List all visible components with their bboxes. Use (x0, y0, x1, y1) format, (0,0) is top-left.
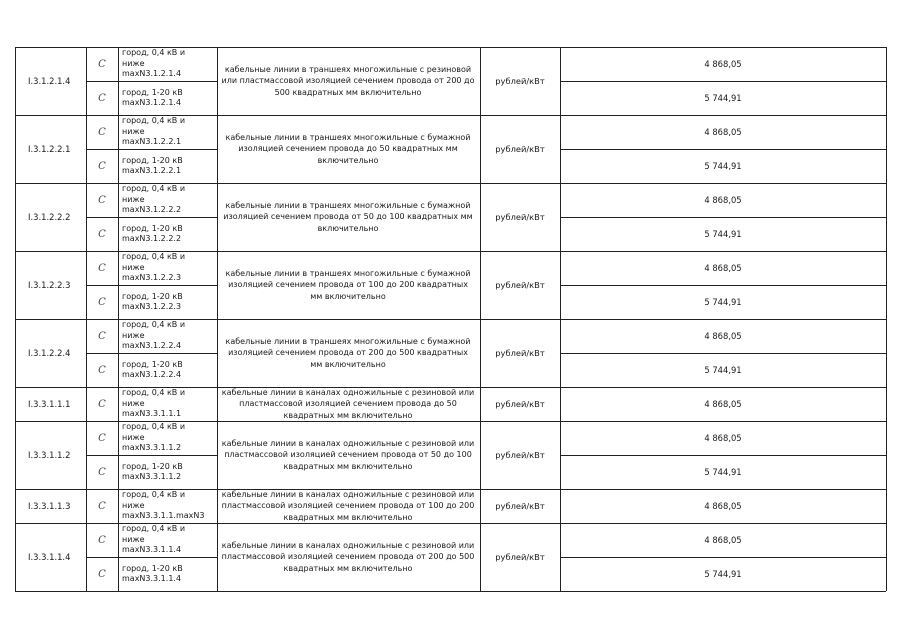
row-unit: рублей/кВт (495, 144, 545, 154)
row-description: кабельные линии в каналах одножильные с резиновой или пластмассовой изоляцией сечением провода до 50 квадратных мм включительно (221, 387, 475, 420)
row-divider (560, 557, 886, 558)
condition-mark: C (98, 262, 106, 274)
condition-mark: C (98, 194, 106, 206)
condition-label: город, 1-20 кВ maxN3.3.1.1.2 (122, 461, 183, 481)
condition-mark: C (98, 466, 106, 478)
tariff-value: 5 744,91 (704, 229, 742, 239)
row-divider (560, 455, 886, 456)
condition-label: город, 0,4 кВ и ниже maxN3.1.2.1.4 (122, 48, 186, 79)
row-code: I.3.1.2.1.4 (28, 76, 71, 86)
tariff-value: 4 868,05 (704, 263, 742, 273)
condition-mark: C (98, 126, 106, 138)
row-divider (86, 217, 217, 218)
condition-label: город, 0,4 кВ и ниже maxN3.3.1.1.2 (122, 422, 186, 453)
condition-mark: C (98, 432, 106, 444)
condition-label: город, 0,4 кВ и ниже maxN3.3.1.1.maxN3 (122, 490, 205, 521)
tariff-value: 5 744,91 (704, 569, 742, 579)
condition-label: город, 0,4 кВ и ниже maxN3.1.2.2.3 (122, 252, 186, 283)
row-unit: рублей/кВт (495, 348, 545, 358)
tariff-value: 4 868,05 (704, 331, 742, 341)
condition-mark: C (98, 500, 106, 512)
row-code: I.3.1.2.2.2 (28, 212, 71, 222)
row-divider (86, 557, 217, 558)
tariff-value: 5 744,91 (704, 297, 742, 307)
row-description: кабельные линии в траншеях многожильные с бумажной изоляцией сечением провода до 50 квадратных мм включительно (225, 132, 471, 165)
tariff-value: 4 868,05 (704, 399, 742, 409)
condition-mark: C (98, 330, 106, 342)
row-unit: рублей/кВт (495, 552, 545, 562)
column-divider (217, 47, 218, 591)
row-description: кабельные линии в каналах одножильные с резиновой или пластмассовой изоляцией сечением провода от 50 до 100 квадратных мм включительно (221, 438, 475, 471)
row-divider (560, 149, 886, 150)
row-unit: рублей/кВт (495, 501, 545, 511)
condition-mark: C (98, 58, 106, 70)
tariff-value: 4 868,05 (704, 433, 742, 443)
row-divider (15, 591, 886, 592)
row-unit: рублей/кВт (495, 76, 545, 86)
row-unit: рублей/кВт (495, 212, 545, 222)
tariff-value: 4 868,05 (704, 535, 742, 545)
tariff-value: 5 744,91 (704, 93, 742, 103)
condition-label: город, 1-20 кВ maxN3.3.1.1.4 (122, 563, 183, 583)
condition-mark: C (98, 160, 106, 172)
row-unit: рублей/кВт (495, 399, 545, 409)
row-code: I.3.3.1.1.1 (28, 399, 71, 409)
row-description: кабельные линии в траншеях многожильные с резиновой или пластмассовой изоляцией сечением провода от 200 до 500 квадратных мм включительно (221, 64, 475, 97)
row-divider (560, 217, 886, 218)
condition-label: город, 1-20 кВ maxN3.1.2.1.4 (122, 87, 183, 107)
row-divider (86, 149, 217, 150)
column-divider (118, 47, 119, 591)
condition-mark: C (98, 364, 106, 376)
row-description: кабельные линии в каналах одножильные с резиновой или пластмассовой изоляцией сечением провода от 200 до 500 квадратных мм включительно (221, 540, 475, 573)
tariff-value: 5 744,91 (704, 467, 742, 477)
condition-label: город, 1-20 кВ maxN3.1.2.2.3 (122, 291, 183, 311)
row-divider (560, 353, 886, 354)
tariff-value: 4 868,05 (704, 59, 742, 69)
row-description: кабельные линии в каналах одножильные с резиновой или пластмассовой изоляцией сечением провода от 100 до 200 квадратных мм включительно (221, 489, 475, 522)
row-divider (560, 285, 886, 286)
condition-label: город, 1-20 кВ maxN3.1.2.2.1 (122, 155, 183, 175)
row-unit: рублей/кВт (495, 450, 545, 460)
row-description: кабельные линии в траншеях многожильные с бумажной изоляцией сечением провода от 100 до 200 квадратных мм включительно (225, 268, 471, 301)
condition-mark: C (98, 534, 106, 546)
column-divider (886, 47, 887, 591)
row-code: I.3.3.1.1.3 (28, 501, 71, 511)
condition-mark: C (98, 398, 106, 410)
tariff-value: 4 868,05 (704, 501, 742, 511)
condition-label: город, 0,4 кВ и ниже maxN3.1.2.2.4 (122, 320, 186, 351)
row-divider (86, 285, 217, 286)
condition-mark: C (98, 228, 106, 240)
condition-label: город, 1-20 кВ maxN3.1.2.2.2 (122, 223, 183, 243)
row-code: I.3.1.2.2.1 (28, 144, 71, 154)
column-divider (15, 47, 16, 591)
row-divider (560, 81, 886, 82)
column-divider (86, 47, 87, 591)
condition-mark: C (98, 296, 106, 308)
tariff-value: 4 868,05 (704, 127, 742, 137)
condition-mark: C (98, 568, 106, 580)
row-divider (86, 455, 217, 456)
row-description: кабельные линии в траншеях многожильные с бумажной изоляцией сечением провода от 50 до 100 квадратных мм включительно (223, 200, 473, 233)
condition-mark: C (98, 92, 106, 104)
column-divider (480, 47, 481, 591)
row-code: I.3.3.1.1.4 (28, 552, 71, 562)
row-description: кабельные линии в траншеях многожильные с бумажной изоляцией сечением провода от 200 до 500 квадратных мм включительно (225, 336, 471, 369)
condition-label: город, 0,4 кВ и ниже maxN3.1.2.2.2 (122, 184, 186, 215)
row-divider (86, 353, 217, 354)
condition-label: город, 0,4 кВ и ниже maxN3.3.1.1.4 (122, 524, 186, 555)
tariff-value: 5 744,91 (704, 161, 742, 171)
row-code: I.3.3.1.1.2 (28, 450, 71, 460)
row-divider (86, 81, 217, 82)
row-code: I.3.1.2.2.3 (28, 280, 71, 290)
condition-label: город, 1-20 кВ maxN3.1.2.2.4 (122, 359, 183, 379)
row-divider (15, 47, 886, 48)
column-divider (560, 47, 561, 591)
tariff-value: 4 868,05 (704, 195, 742, 205)
condition-label: город, 0,4 кВ и ниже maxN3.1.2.2.1 (122, 116, 186, 147)
row-code: I.3.1.2.2.4 (28, 348, 71, 358)
condition-label: город, 0,4 кВ и ниже maxN3.3.1.1.1 (122, 388, 186, 419)
tariff-value: 5 744,91 (704, 365, 742, 375)
row-unit: рублей/кВт (495, 280, 545, 290)
